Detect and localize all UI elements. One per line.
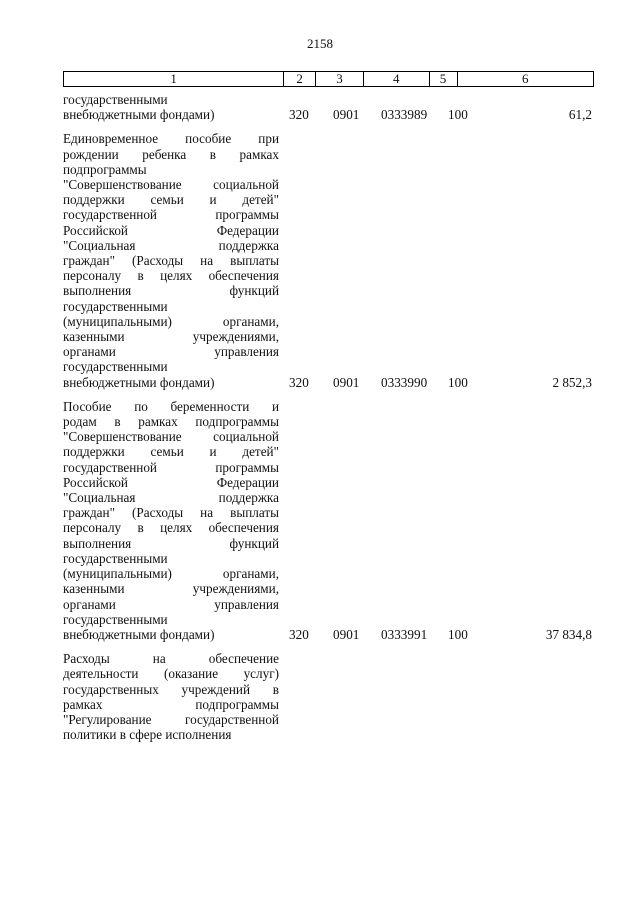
description-line: органами управления xyxy=(63,596,279,612)
budget-code: 320 xyxy=(289,107,309,123)
table-row xyxy=(63,131,594,389)
section-code: 0901 xyxy=(333,627,360,643)
expense-type-code: 100 xyxy=(448,107,468,123)
description-line: внебюджетными фондами) xyxy=(63,107,215,123)
row-values xyxy=(283,106,594,122)
description-line: выполнения функций xyxy=(63,535,279,551)
description-line: органами управления xyxy=(63,344,279,360)
amount-value: 2 852,3 xyxy=(552,374,592,390)
header-col-3: 3 xyxy=(315,72,363,86)
header-col-1: 1 xyxy=(170,71,177,86)
description-line: поддержки семьи и детей" xyxy=(63,192,279,208)
header-col-6: 6 xyxy=(457,72,593,86)
section-code: 0901 xyxy=(333,107,360,123)
description-line: Российской Федерации xyxy=(63,222,279,238)
header-col-4: 4 xyxy=(363,72,429,86)
description-line: "Совершенствование социальной xyxy=(63,177,279,193)
description-line: казенными учреждениями, xyxy=(63,329,279,345)
header-col-5: 5 xyxy=(429,72,457,86)
table-header xyxy=(63,71,594,87)
description-line: (муниципальными) органами, xyxy=(63,566,279,582)
target-article-code: 0333991 xyxy=(381,627,428,643)
row-description xyxy=(63,131,279,389)
description-line: граждан" (Расходы на выплаты xyxy=(63,505,279,521)
expense-type-code: 100 xyxy=(448,627,468,643)
description-line: политики в сфере исполнения xyxy=(63,727,232,743)
table-row xyxy=(63,651,594,742)
amount-value: 37 834,8 xyxy=(545,627,592,643)
description-line: внебюджетными фондами) xyxy=(63,626,215,642)
description-line: (муниципальными) органами, xyxy=(63,313,279,329)
expense-type-code: 100 xyxy=(448,374,468,390)
description-line: государственной программы xyxy=(63,207,279,223)
description-line: "Регулирование государственной xyxy=(63,711,279,727)
description-line: "Совершенствование социальной xyxy=(63,429,279,445)
description-line: казенными учреждениями, xyxy=(63,581,279,597)
description-line: государственными xyxy=(63,359,168,375)
description-line: персоналу в целях обеспечения xyxy=(63,268,279,284)
header-col-2: 2 xyxy=(283,72,315,86)
description-line: граждан" (Расходы на выплаты xyxy=(63,253,279,269)
row-values xyxy=(283,374,594,390)
description-line: государственной программы xyxy=(63,459,279,475)
target-article-code: 0333989 xyxy=(381,107,428,123)
description-line: "Социальная поддержка xyxy=(63,237,279,253)
description-line: Единовременное пособие при xyxy=(63,131,279,147)
description-line: государственными xyxy=(63,550,168,566)
table-body xyxy=(63,92,594,751)
budget-code: 320 xyxy=(289,627,309,643)
row-values xyxy=(283,626,594,642)
table-row xyxy=(63,399,594,642)
table-row xyxy=(63,92,594,122)
description-line: государственными xyxy=(63,92,168,107)
budget-code: 320 xyxy=(289,374,309,390)
page-number: 2158 xyxy=(307,36,333,51)
description-line: родам в рамках подпрограммы xyxy=(63,414,279,430)
description-line: внебюджетными фондами) xyxy=(63,374,215,390)
description-line: государственными xyxy=(63,611,168,627)
description-line: Расходы на обеспечение xyxy=(63,651,279,667)
description-line: выполнения функций xyxy=(63,283,279,299)
target-article-code: 0333990 xyxy=(381,374,428,390)
row-values xyxy=(283,726,594,742)
description-line: подпрограммы xyxy=(63,161,147,177)
row-description xyxy=(63,651,279,742)
description-line: рамках подпрограммы xyxy=(63,696,279,712)
row-description xyxy=(63,399,279,642)
section-code: 0901 xyxy=(333,374,360,390)
description-line: Российской Федерации xyxy=(63,474,279,490)
description-line: государственных учреждений в xyxy=(63,681,279,697)
description-line: "Социальная поддержка xyxy=(63,490,279,506)
description-line: деятельности (оказание услуг) xyxy=(63,666,279,682)
description-line: Пособие по беременности и xyxy=(63,398,279,414)
row-description xyxy=(63,92,279,122)
description-line: государственными xyxy=(63,298,168,314)
description-line: рождении ребенка в рамках xyxy=(63,146,279,162)
description-line: поддержки семьи и детей" xyxy=(63,444,279,460)
description-line: персоналу в целях обеспечения xyxy=(63,520,279,536)
amount-value: 61,2 xyxy=(568,107,592,123)
